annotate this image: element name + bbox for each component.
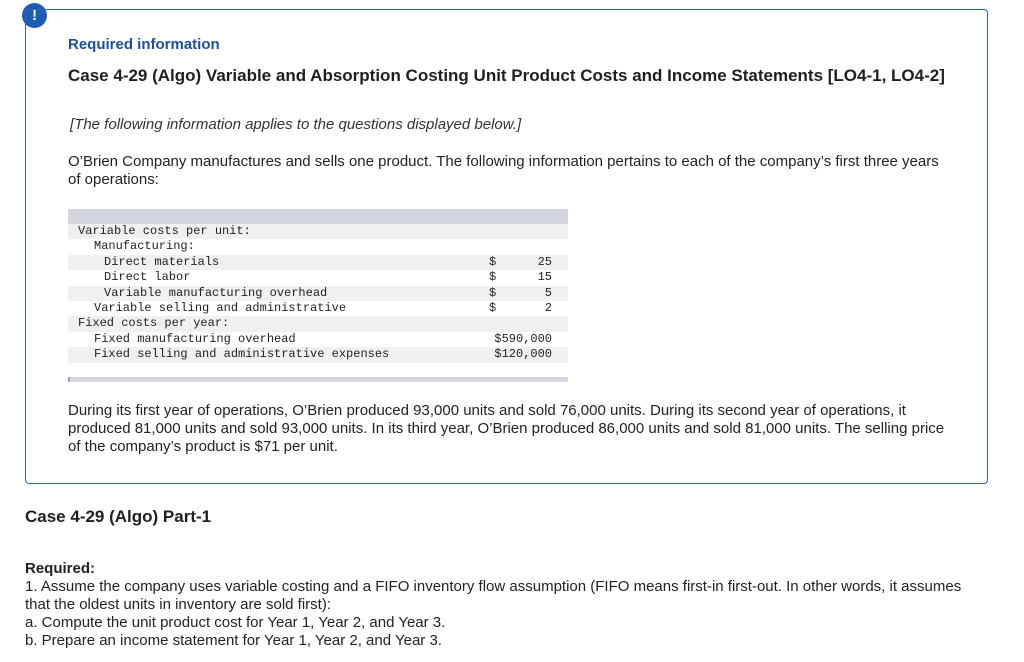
dollar-sign: $ [489, 254, 497, 269]
narrative-paragraph: During its first year of operations, O’Brien produced 93,000 units and sold 76,000 units. During its second year of operations, it produced 81,000 units and sold 93,000 units. In its third year, O’Brien produced 86,000 units and sold 81,000 units. The selling price of the company’s product is $71 per unit. [68, 402, 945, 455]
table-row [68, 286, 568, 301]
required-item-b: b. Prepare an income statement for Year 1, Year 2, and Year 3. [25, 632, 442, 649]
table-row [68, 316, 568, 331]
dollar-sign: $ [489, 300, 497, 315]
row-label: Direct materials [104, 254, 220, 269]
row-value: $590,000 [494, 331, 552, 346]
row-value: $120,000 [494, 347, 552, 362]
row-label: Manufacturing: [94, 239, 195, 254]
required-section [25, 560, 985, 650]
row-label: Fixed selling and administrative expenses [94, 347, 390, 362]
table-footer-bar [68, 377, 568, 382]
row-label: Variable manufacturing overhead [104, 285, 328, 300]
part-title: Case 4-29 (Algo) Part-1 [25, 507, 212, 526]
table-row [68, 224, 568, 239]
applies-note: [The following information applies to the questions displayed below.] [70, 116, 522, 133]
required-label: Required: [25, 560, 96, 577]
row-value: 2 [544, 300, 552, 315]
table-row [68, 301, 568, 316]
row-label: Fixed costs per year: [78, 316, 230, 331]
row-label: Variable selling and administrative [94, 300, 347, 315]
row-label: Fixed manufacturing overhead [94, 331, 296, 346]
case-title: Case 4-29 (Algo) Variable and Absorption Costing Unit Product Costs and Income Statements [LO4-1, LO4-2] [68, 66, 945, 85]
alert-icon: ! [22, 3, 47, 28]
cost-data-table [68, 209, 568, 382]
table-header-bar [68, 209, 568, 224]
table-row [68, 270, 568, 285]
dollar-sign: $ [489, 285, 497, 300]
row-value: 15 [537, 270, 552, 285]
required-item-a: a. Compute the unit product cost for Year 1, Year 2, and Year 3. [25, 614, 446, 631]
row-label: Variable costs per unit: [78, 224, 251, 238]
table-row [68, 255, 568, 270]
table-row [68, 347, 568, 362]
table-row [68, 239, 568, 254]
row-label: Direct labor [104, 270, 191, 285]
required-information-heading: Required information [68, 36, 220, 53]
row-value: 25 [537, 254, 552, 269]
row-value: 5 [544, 285, 552, 300]
dollar-sign: $ [489, 270, 497, 285]
required-item-1: 1. Assume the company uses variable costing and a FIFO inventory flow assumption (FIFO means first-in first-out. In other words, it assumes that the oldest units in inventory are sold first): [25, 578, 962, 613]
table-row [68, 332, 568, 347]
intro-paragraph: O’Brien Company manufactures and sells one product. The following information pertains to each of the company’s first three years of operations: [68, 153, 939, 188]
